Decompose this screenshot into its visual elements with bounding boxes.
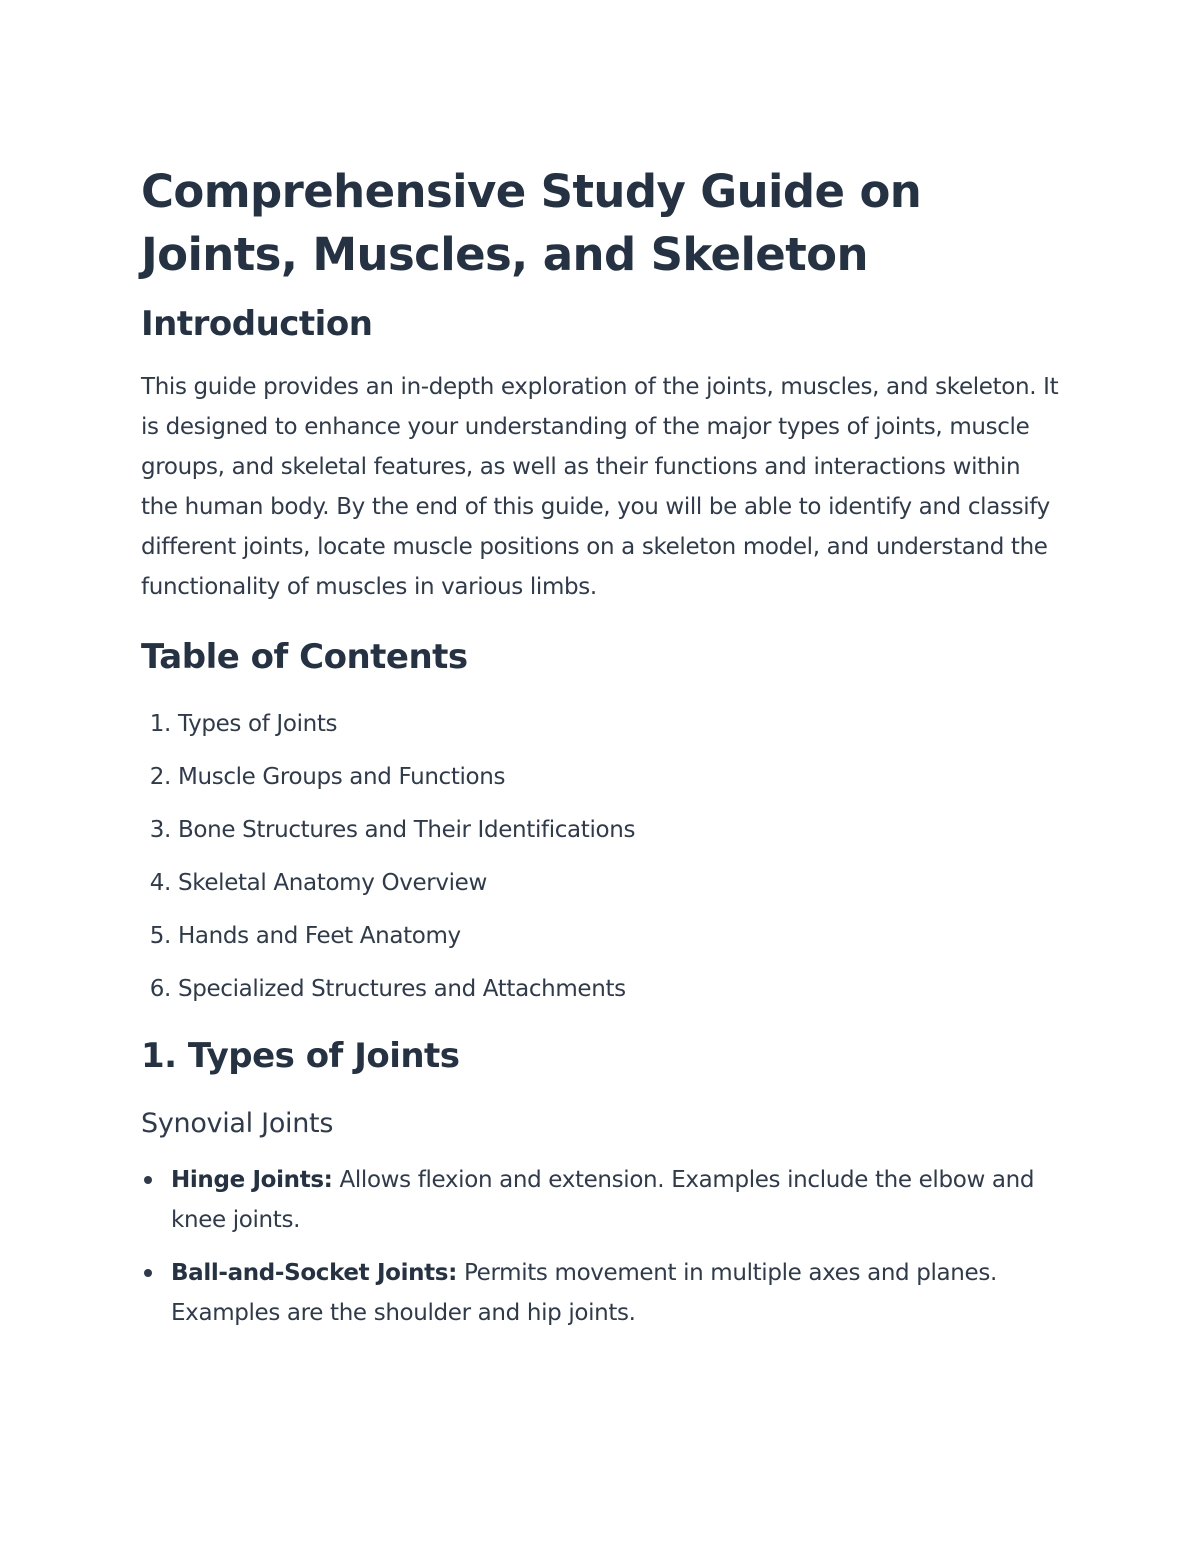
toc-item-label: Skeletal Anatomy Overview (177, 870, 487, 896)
toc-item-label: Hands and Feet Anatomy (177, 923, 461, 949)
bullet-icon (144, 1176, 152, 1184)
toc-item-number: 5. (149, 923, 171, 949)
list-item-text: Permits movement in multiple axes and planes. Examples are the shoulder and hip joints. (171, 1260, 997, 1326)
subsection-heading: Synovial Joints (141, 1108, 334, 1139)
bullet-icon (144, 1269, 152, 1277)
toc-item-number: 2. (149, 764, 171, 790)
toc-item (141, 963, 1061, 1016)
toc-item (141, 751, 1061, 804)
introduction-heading: Introduction (141, 304, 373, 344)
toc-item-label: Types of Joints (177, 711, 338, 737)
document-title: Comprehensive Study Guide on Joints, Muscles, and Skeleton (141, 165, 922, 281)
list-item (141, 1253, 1061, 1333)
table-of-contents (141, 698, 1061, 1016)
list-item-term: Hinge Joints: (171, 1167, 333, 1193)
toc-item (141, 804, 1061, 857)
list-item-term: Ball-and-Socket Joints: (171, 1260, 457, 1286)
list-item-text: Allows flexion and extension. Examples include the elbow and knee joints. (171, 1167, 1035, 1233)
toc-item-number: 3. (149, 817, 171, 843)
toc-item-number: 6. (149, 976, 171, 1002)
toc-item (141, 698, 1061, 751)
toc-item-label: Bone Structures and Their Identifications (177, 817, 636, 843)
toc-item-number: 4. (149, 870, 171, 896)
toc-item (141, 857, 1061, 910)
toc-item (141, 910, 1061, 963)
joint-types-list (141, 1160, 1061, 1333)
list-item (141, 1160, 1061, 1240)
toc-item-label: Muscle Groups and Functions (177, 764, 506, 790)
introduction-paragraph: This guide provides an in-depth exploration of the joints, muscles, and skeleton. It is designed to enhance your understanding of the major types of joints, muscle groups, and skeletal features, as well as their functions and interactions within the human body. By the end of this guide, you will be able to identify and classify different joints, locate muscle positions on a skeleton model, and understand the functionality of muscles in various limbs. (141, 374, 1059, 600)
section-heading: 1. Types of Joints (141, 1036, 460, 1076)
toc-item-number: 1. (149, 711, 171, 737)
toc-heading: Table of Contents (141, 637, 468, 677)
document-page (141, 160, 1061, 1346)
toc-item-label: Specialized Structures and Attachments (177, 976, 626, 1002)
